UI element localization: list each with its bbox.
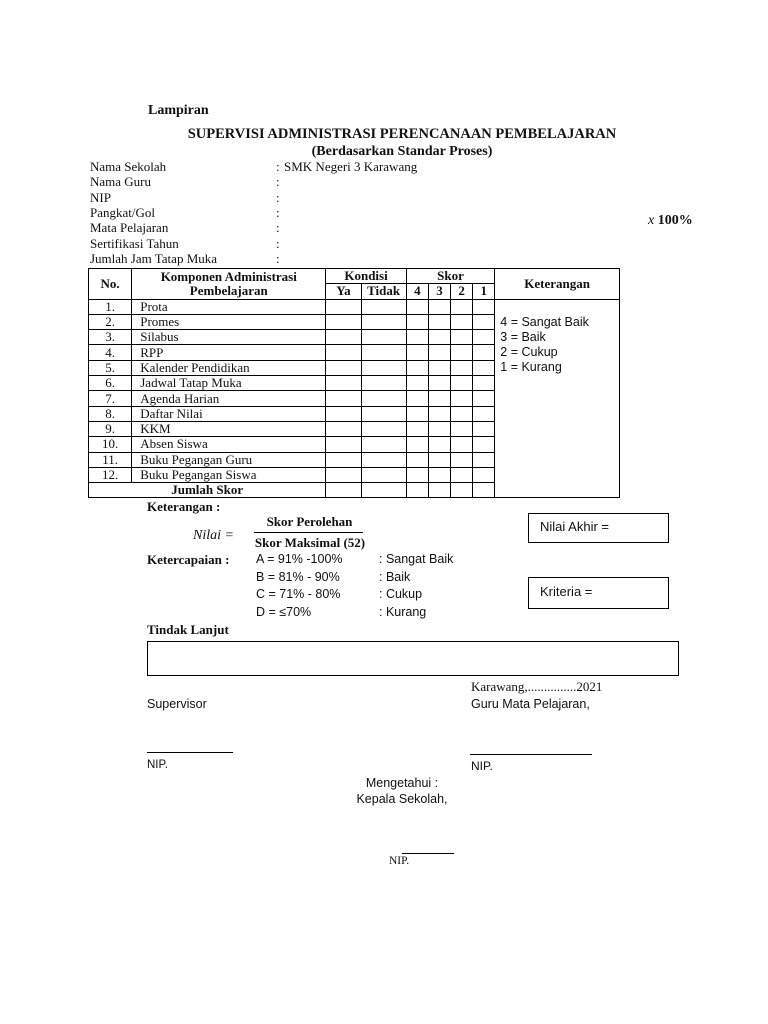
grade-desc: : Cukup [379, 587, 423, 601]
document-subtitle: (Berdasarkan Standar Proses) [311, 144, 493, 159]
row-number: 6. [89, 376, 132, 391]
cell-tidak[interactable] [361, 421, 406, 436]
total-skor-4[interactable] [406, 483, 428, 498]
cell-tidak[interactable] [361, 360, 406, 375]
cell-skor-1[interactable] [473, 330, 495, 345]
kepala-sekolah-label: Kepala Sekolah, [356, 792, 448, 806]
total-skor-2[interactable] [451, 483, 473, 498]
row-component: Absen Siswa [132, 437, 326, 452]
cell-skor-1[interactable] [473, 391, 495, 406]
identity-colon: : [276, 174, 280, 190]
cell-ya[interactable] [326, 360, 361, 375]
cell-skor-4[interactable] [406, 437, 428, 452]
header-skor-4: 4 [406, 284, 428, 299]
cell-skor-2[interactable] [451, 391, 473, 406]
cell-ya[interactable] [326, 330, 361, 345]
header-kondisi: Kondisi [326, 269, 406, 284]
cell-skor-2[interactable] [451, 452, 473, 467]
identity-colon: : [276, 204, 280, 220]
identity-label: Sertifikasi Tahun [90, 235, 179, 251]
identity-colon: : [276, 159, 280, 174]
cell-ya[interactable] [326, 299, 361, 314]
cell-skor-3[interactable] [428, 376, 450, 391]
row-component: Buku Pegangan Guru [132, 452, 326, 467]
header-skor-1: 1 [473, 284, 495, 299]
header-skor-3: 3 [428, 284, 450, 299]
header-no: No. [89, 269, 132, 300]
fraction-bar [254, 532, 363, 533]
lampiran-label: Lampiran [148, 103, 209, 118]
identity-label: Mata Pelajaran [90, 220, 169, 236]
row-number: 3. [89, 330, 132, 345]
cell-skor-2[interactable] [451, 376, 473, 391]
total-skor-3[interactable] [428, 483, 450, 498]
cell-skor-2[interactable] [451, 467, 473, 482]
cell-skor-1[interactable] [473, 406, 495, 421]
keterangan-scale-item: 1 = Kurang [500, 360, 562, 375]
grade-desc: : Sangat Baik [379, 552, 454, 566]
tindak-lanjut-box[interactable] [147, 641, 679, 676]
cell-skor-4[interactable] [406, 467, 428, 482]
cell-skor-3[interactable] [428, 391, 450, 406]
row-component: Buku Pegangan Siswa [132, 467, 326, 482]
cell-tidak[interactable] [361, 467, 406, 482]
cell-skor-4[interactable] [406, 452, 428, 467]
nilai-label: Nilai = [193, 528, 234, 543]
stray-percentage-text: x 100% [648, 213, 693, 228]
cell-skor-1[interactable] [473, 437, 495, 452]
cell-skor-1[interactable] [473, 376, 495, 391]
cell-ya[interactable] [326, 437, 361, 452]
guru-signature-line [470, 754, 592, 755]
cell-tidak[interactable] [361, 406, 406, 421]
cell-skor-4[interactable] [406, 314, 428, 329]
cell-skor-2[interactable] [451, 345, 473, 360]
supervisor-signature-line [147, 752, 233, 753]
identity-colon: : [276, 220, 280, 236]
cell-skor-3[interactable] [428, 452, 450, 467]
cell-skor-3[interactable] [428, 299, 450, 314]
row-component: Silabus [132, 330, 326, 345]
cell-tidak[interactable] [361, 452, 406, 467]
cell-skor-1[interactable] [473, 467, 495, 482]
grade-range: D = ≤70% [256, 604, 312, 619]
nilai-akhir-box: Nilai Akhir = [528, 513, 669, 543]
row-number: 8. [89, 406, 132, 421]
cell-skor-4[interactable] [406, 421, 428, 436]
mengetahui-label: Mengetahui : [365, 776, 439, 790]
cell-skor-1[interactable] [473, 299, 495, 314]
header-tidak: Tidak [361, 284, 406, 299]
row-component: Jadwal Tatap Muka [132, 376, 326, 391]
row-number: 10. [89, 437, 132, 452]
supervisor-label: Supervisor [147, 697, 207, 711]
cell-skor-4[interactable] [406, 376, 428, 391]
cell-skor-4[interactable] [406, 330, 428, 345]
cell-skor-4[interactable] [406, 406, 428, 421]
header-component: Komponen Administrasi Pembelajaran [132, 269, 326, 300]
identity-colon: : [276, 235, 280, 251]
row-number: 9. [89, 421, 132, 436]
cell-skor-4[interactable] [406, 299, 428, 314]
cell-tidak[interactable] [361, 437, 406, 452]
identity-colon: : [276, 189, 280, 205]
cell-skor-4[interactable] [406, 360, 428, 375]
cell-tidak[interactable] [361, 299, 406, 314]
row-number: 7. [89, 391, 132, 406]
cell-skor-2[interactable] [451, 406, 473, 421]
cell-skor-3[interactable] [428, 360, 450, 375]
cell-skor-1[interactable] [473, 421, 495, 436]
identity-label: Pangkat/Gol [90, 204, 155, 220]
fraction-numerator: Skor Perolehan [266, 514, 353, 529]
row-component: RPP [132, 345, 326, 360]
cell-skor-2[interactable] [451, 314, 473, 329]
keterangan-label: Keterangan : [147, 499, 221, 514]
keterangan-scale-item: 2 = Cukup [500, 345, 558, 359]
cell-ya[interactable] [326, 467, 361, 482]
ketercapaian-label: Ketercapaian : [147, 552, 230, 567]
guru-nip: NIP. [471, 759, 493, 773]
grade-range: A = 91% -100% [256, 552, 343, 566]
row-number: 2. [89, 314, 132, 329]
cell-skor-3[interactable] [428, 406, 450, 421]
cell-ya[interactable] [326, 421, 361, 436]
identity-label: Jumlah Jam Tatap Muka [90, 250, 218, 266]
row-number: 11. [89, 452, 132, 467]
cell-tidak[interactable] [361, 345, 406, 360]
identity-value[interactable]: SMK Negeri 3 Karawang [284, 159, 418, 174]
document-title: SUPERVISI ADMINISTRASI PERENCANAAN PEMBELAJARAN [187, 126, 617, 142]
cell-skor-2[interactable] [451, 330, 473, 345]
cell-skor-1[interactable] [473, 360, 495, 375]
grade-desc: : Kurang [379, 604, 427, 619]
cell-skor-1[interactable] [473, 314, 495, 329]
cell-skor-1[interactable] [473, 452, 495, 467]
cell-skor-2[interactable] [451, 299, 473, 314]
row-component: Prota [132, 299, 326, 314]
header-ya: Ya [326, 284, 361, 299]
cell-ya[interactable] [326, 452, 361, 467]
grade-range: C = 71% - 80% [256, 587, 341, 601]
supervision-table [88, 268, 620, 498]
cell-skor-2[interactable] [451, 421, 473, 436]
cell-skor-3[interactable] [428, 437, 450, 452]
identity-label: NIP [90, 189, 111, 205]
jumlah-skor-label: Jumlah Skor [89, 483, 326, 498]
cell-ya[interactable] [326, 345, 361, 360]
fraction-denominator: Skor Maksimal (52) [254, 535, 366, 550]
row-component: Promes [132, 314, 326, 329]
cell-skor-4[interactable] [406, 391, 428, 406]
grade-desc: : Baik [379, 569, 411, 584]
place-date: Karawang,...............2021 [471, 679, 603, 694]
row-component: Agenda Harian [132, 391, 326, 406]
keterangan-scale-item: 3 = Baik [500, 329, 546, 344]
guru-label: Guru Mata Pelajaran, [471, 697, 590, 711]
cell-skor-3[interactable] [428, 421, 450, 436]
keterangan-cell [495, 299, 620, 498]
row-component: Kalender Pendidikan [132, 360, 326, 375]
row-number: 4. [89, 345, 132, 360]
identity-label: Nama Guru [90, 174, 152, 190]
cell-tidak[interactable] [361, 391, 406, 406]
cell-skor-2[interactable] [451, 437, 473, 452]
total-skor-1[interactable] [473, 483, 495, 498]
table-row [89, 299, 620, 314]
keterangan-scale-item: 4 = Sangat Baik [500, 314, 589, 329]
cell-skor-1[interactable] [473, 345, 495, 360]
header-skor: Skor [406, 269, 495, 284]
cell-skor-3[interactable] [428, 467, 450, 482]
cell-tidak[interactable] [361, 330, 406, 345]
total-tidak[interactable] [361, 483, 406, 498]
cell-ya[interactable] [326, 376, 361, 391]
grade-range: B = 81% - 90% [256, 569, 340, 584]
cell-skor-2[interactable] [451, 360, 473, 375]
header-skor-2: 2 [451, 284, 473, 299]
identity-label: Nama Sekolah [90, 159, 167, 174]
cell-skor-3[interactable] [428, 314, 450, 329]
supervisor-nip: NIP. [147, 759, 168, 771]
cell-ya[interactable] [326, 406, 361, 421]
cell-tidak[interactable] [361, 314, 406, 329]
tindak-lanjut-label: Tindak Lanjut [147, 622, 229, 637]
cell-skor-3[interactable] [428, 345, 450, 360]
kepala-signature-line [402, 853, 454, 854]
kepala-nip: NIP. [389, 855, 410, 867]
row-number: 1. [89, 299, 132, 314]
cell-skor-4[interactable] [406, 345, 428, 360]
cell-ya[interactable] [326, 314, 361, 329]
row-component: Daftar Nilai [132, 406, 326, 421]
identity-colon: : [276, 250, 280, 266]
total-ya[interactable] [326, 483, 361, 498]
cell-tidak[interactable] [361, 376, 406, 391]
row-number: 5. [89, 360, 132, 375]
cell-skor-3[interactable] [428, 330, 450, 345]
cell-ya[interactable] [326, 391, 361, 406]
row-number: 12. [89, 467, 132, 482]
kriteria-box: Kriteria = [528, 577, 669, 609]
header-keterangan: Keterangan [495, 269, 620, 300]
row-component: KKM [132, 421, 326, 436]
